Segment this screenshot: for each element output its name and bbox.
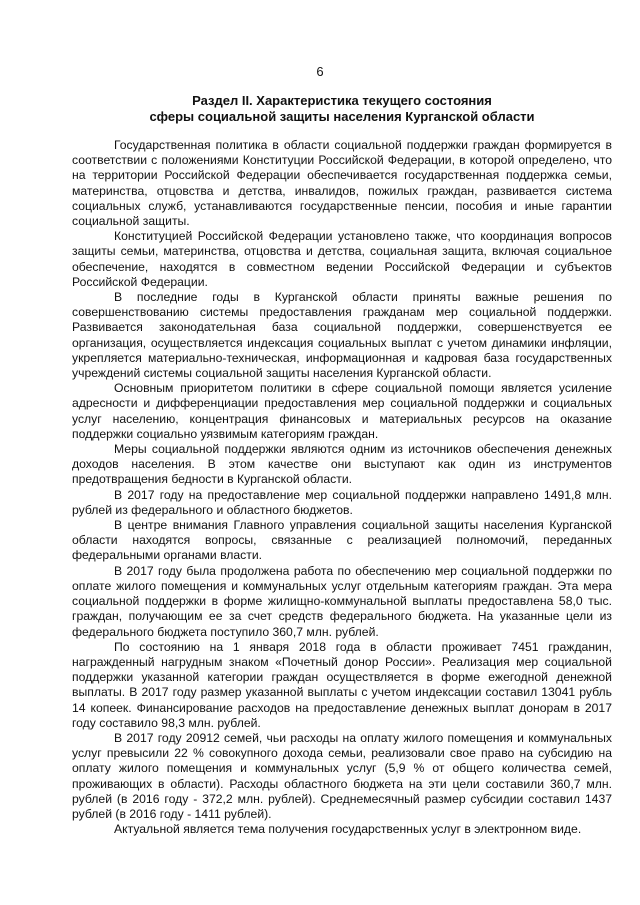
paragraph: В последние годы в Курганской области приняты важные решения по совершенствованию системы предоставления гражданам мер социальной поддержки. Развивается законодательная база социальной поддержки, совершенствуется ее организация, осуществляется индексация социальных выплат с учетом динамики инфляции, укрепляется материально-техническая, информационная и кадровая база государственных учреждений системы социальной защиты населения Курганской области. bbox=[72, 290, 612, 381]
paragraph: Актуальной является тема получения государственных услуг в электронном виде. bbox=[114, 822, 582, 837]
paragraph: В 2017 году была продолжена работа по обеспечению мер социальной поддержки по оплате жилого помещения и коммунальных услуг отдельным категориям граждан. Эта мера социальной поддержки в форме жилищно-коммунальной выплаты предоставлена 58,0 тыс. граждан, получающим ее за счет средств федерального бюджета. На указанные цели из федерального бюджета поступило 360,7 млн. рублей. bbox=[72, 563, 612, 639]
section-heading bbox=[72, 93, 612, 125]
paragraph: Меры социальной поддержки являются одним из источников обеспечения денежных доходов населения. В этом качестве они выступают как один из инструментов предотвращения бедности в Курганской области. bbox=[72, 442, 612, 487]
paragraph: В 2017 году 20912 семей, чьи расходы на оплату жилого помещения и коммунальных услуг превысили 22 % совокупного дохода семьи, реализовали свое право на субсидию на оплату жилого помещения и коммунальных услуг (5,9 % от общего количества семей, проживающих в области). Расходы областного бюджета на эти цели составили 360,7 млн. рублей (в 2016 году - 372,2 млн. рублей). Среднемесячный размер субсидии составил 1437 рублей (в 2016 году - 1411 рублей). bbox=[72, 730, 612, 821]
section-heading-line-2: сферы социальной защиты населения Курганской области bbox=[149, 109, 535, 124]
paragraph: Государственная политика в области социальной поддержки граждан формируется в соответствии с положениями Конституции Российской Федерации, в которой определено, что на территории Российской Федерации обеспечивается государственная поддержка семьи, материнства, отцовства и детства, инвалидов, пожилых граждан, развивается система социальных служб, устанавливаются государственные пенсии, пособия и иные гарантии социальной защиты. bbox=[72, 138, 612, 229]
body-text bbox=[72, 138, 612, 837]
page-number: 6 bbox=[316, 64, 324, 79]
paragraph: По состоянию на 1 января 2018 года в области проживает 7451 гражданин, награжденный нагрудным знаком «Почетный донор России». Реализация мер социальной поддержки указанной категории граждан осуществляется в форме ежегодной денежной выплаты. В 2017 году размер указанной выплаты с учетом индексации составил 13041 рубль 14 копеек. Финансирование расходов на предоставление денежных выплат донорам в 2017 году составило 98,3 млн. рублей. bbox=[72, 639, 612, 730]
paragraph: В центре внимания Главного управления социальной защиты населения Курганской области находятся вопросы, связанные с реализацией полномочий, переданных федеральными органами власти. bbox=[72, 518, 612, 563]
section-heading-line-1: Раздел II. Характеристика текущего состояния bbox=[192, 93, 492, 108]
paragraph: В 2017 году на предоставление мер социальной поддержки направлено 1491,8 млн. рублей из федерального и областного бюджетов. bbox=[72, 487, 612, 517]
paragraph: Конституцией Российской Федерации установлено также, что координация вопросов защиты семьи, материнства, отцовства и детства, социальная защита, включая социальное обеспечение, находятся в совместном ведении Российской Федерации и субъектов Российской Федерации. bbox=[72, 229, 612, 289]
paragraph: Основным приоритетом политики в сфере социальной помощи является усиление адресности и дифференциации предоставления мер социальной поддержки и социальных услуг населению, концентрация финансовых и материальных ресурсов на оказание поддержки социально уязвимым категориям граждан. bbox=[72, 381, 612, 441]
